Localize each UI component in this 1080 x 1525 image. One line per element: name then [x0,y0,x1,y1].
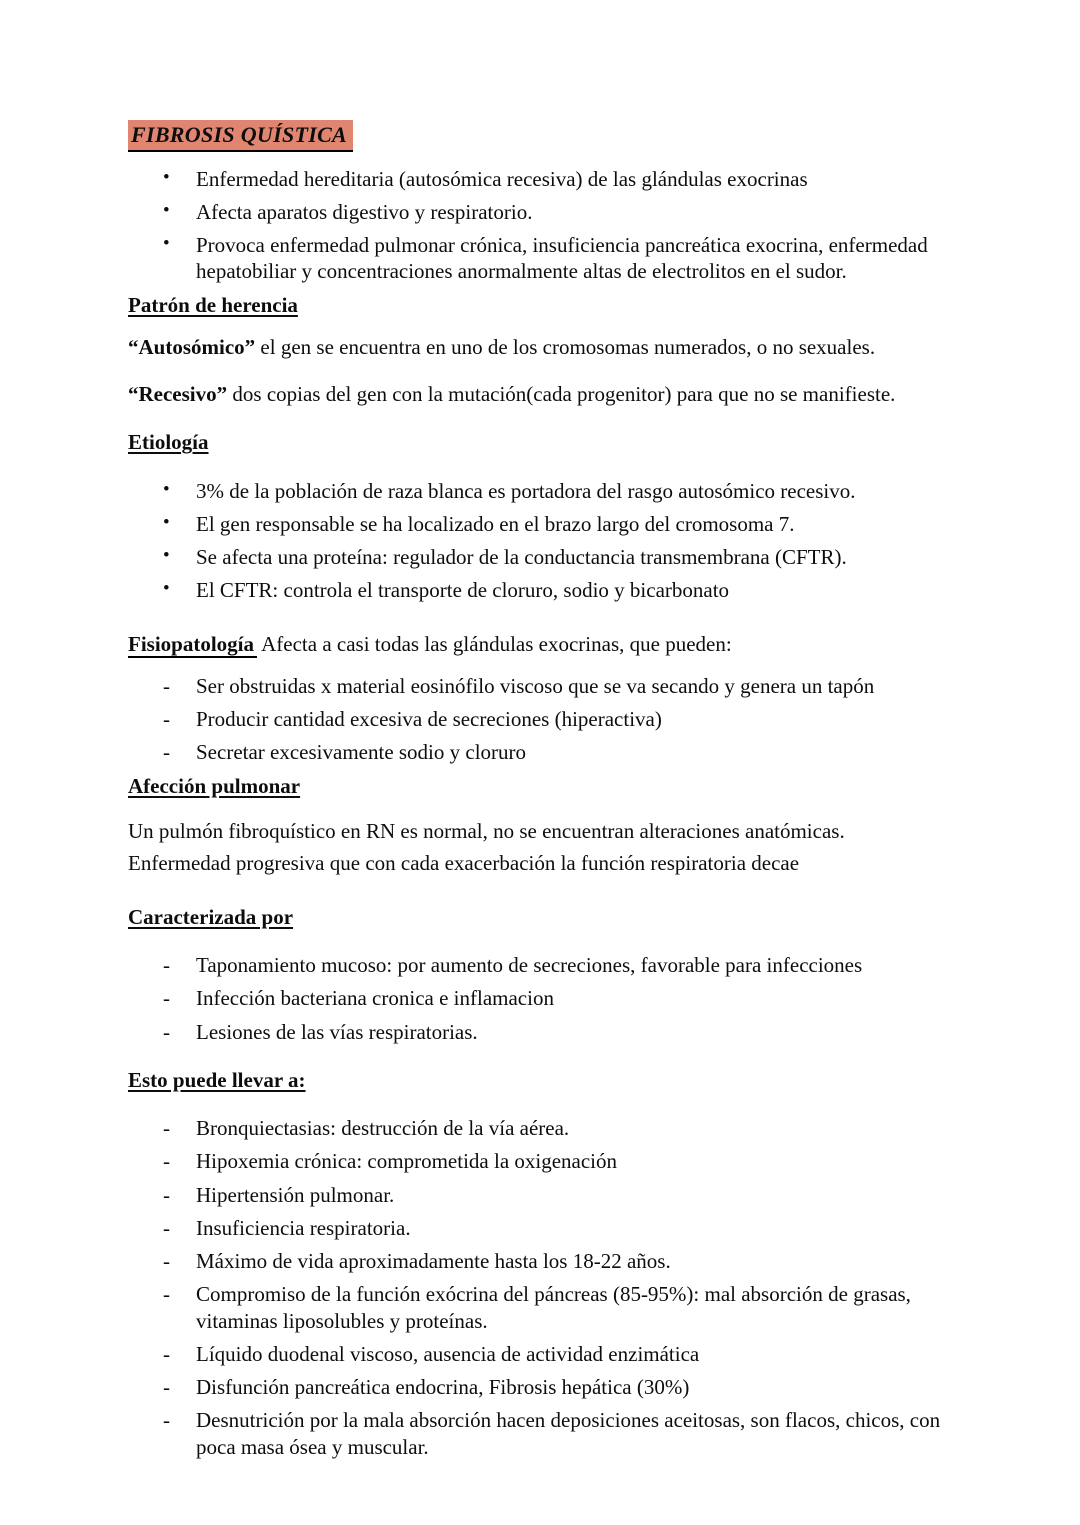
dash-marker: - [163,1019,170,1044]
paragraph-pulmonary [128,815,950,880]
paragraph-text: Afecta a casi todas las glándulas exocrinas, que pueden: [257,631,732,656]
list-item [128,1248,950,1274]
list-item [128,1019,950,1045]
paragraph-line: Un pulmón fibroquístico en RN es normal, no se encuentran alteraciones anatómicas. [128,818,845,843]
leads-to-dash-list [128,1115,950,1460]
dash-marker: - [163,673,170,698]
overview-bullet-list [128,166,950,285]
list-item-text: Bronquiectasias: destrucción de la vía aérea. [196,1116,570,1141]
dash-marker: - [163,1282,170,1307]
bullet-marker: • [163,166,170,188]
list-item-text: Infección bacteriana cronica e inflamacion [196,986,554,1011]
list-item-text: Producir cantidad excesiva de secreciones (hiperactiva) [196,707,662,731]
dash-marker: - [163,707,170,731]
page-title: FIBROSIS QUÍSTICA [128,120,353,152]
list-item [128,1148,950,1174]
section-heading-characterized: Caracterizada por [128,904,294,929]
list-item-text: Insuficiencia respiratoria. [196,1215,411,1240]
term-recessive: “Recesivo” [128,382,228,406]
bullet-marker: • [163,478,170,500]
term-autosomal: “Autosómico” [128,334,256,359]
list-item [128,199,950,225]
list-item [128,1407,950,1460]
paragraph-line: Enfermedad progresiva que con cada exacerbación la función respiratoria decae [128,851,800,876]
list-item [128,478,950,504]
list-item-text: Secretar excesivamente sodio y cloruro [196,740,527,765]
physiopathology-dash-list [128,673,950,766]
paragraph-physiopathology [128,631,950,657]
list-item-text: El CFTR: controla el transporte de cloruro, sodio y bicarbonato [196,578,730,603]
list-item [128,511,950,537]
list-item [128,232,950,285]
list-item-text: Líquido duodenal viscoso, ausencia de actividad enzimática [196,1341,700,1366]
dash-marker: - [163,986,170,1011]
dash-marker: - [163,1215,170,1240]
list-item-text: Taponamiento mucoso: por aumento de secreciones, favorable para infecciones [196,953,863,978]
list-item [128,739,950,765]
list-item-text: 3% de la población de raza blanca es portadora del rasgo autosómico recesivo. [196,478,856,503]
list-item-text: Disfunción pancreática endocrina, Fibrosis hepática (30%) [196,1375,690,1400]
list-item [128,577,950,603]
bullet-marker: • [163,511,170,533]
list-item [128,166,950,192]
section-heading-pulmonary: Afección pulmonar [128,773,301,798]
paragraph-text: dos copias del gen con la mutación(cada progenitor) para que no se manifieste. [227,382,896,406]
bullet-marker: • [163,578,170,600]
list-item-text: Hipertensión pulmonar. [196,1182,395,1207]
list-item-text: Provoca enfermedad pulmonar crónica, insuficiencia pancreática exocrina, enfermedad hepatobiliar y concentraciones anormalmente altas de electrolitos en el sudor. [196,233,928,284]
list-item-text: Hipoxemia crónica: comprometida la oxigenación [196,1149,618,1174]
list-item-text: Desnutrición por la mala absorción hacen deposiciones aceitosas, son flacos, chicos, con poca masa ósea y muscular. [196,1408,941,1459]
characterized-dash-list [128,952,950,1045]
list-item-text: Lesiones de las vías respiratorias. [196,1019,478,1044]
list-item [128,1215,950,1241]
list-item [128,952,950,978]
bullet-marker: • [163,199,170,221]
list-item-text: Máximo de vida aproximadamente hasta los 18-22 años. [196,1249,671,1274]
section-heading-etiology: Etiología [128,430,209,455]
dash-marker: - [163,1375,170,1400]
dash-marker: - [163,1341,170,1366]
bullet-marker: • [163,545,170,566]
list-item [128,1115,950,1141]
etiology-bullet-list [128,478,950,604]
list-item-text: Enfermedad hereditaria (autosómica recesiva) de las glándulas exocrinas [196,166,808,191]
list-item-text: Compromiso de la función exócrina del páncreas (85-95%): mal absorción de grasas, vitaminas liposolubles y proteínas. [196,1282,911,1333]
list-item [128,544,950,570]
dash-marker: - [163,1149,170,1174]
list-item [128,1341,950,1367]
paragraph-recessive [128,381,950,407]
dash-marker: - [163,1116,170,1141]
section-heading-leads-to: Esto puede llevar a: [128,1067,306,1092]
list-item-text: Ser obstruidas x material eosinófilo viscoso que se va secando y genera un tapón [196,673,875,698]
list-item [128,673,950,699]
list-item [128,1281,950,1334]
paragraph-text: el gen se encuentra en uno de los cromosomas numerados, o no sexuales. [255,334,876,359]
term-physiopathology: Fisiopatología [128,632,257,658]
list-item-text: El gen responsable se ha localizado en el brazo largo del cromosoma 7. [196,511,795,536]
list-item-text: Se afecta una proteína: regulador de la conductancia transmembrana (CFTR). [196,545,847,569]
list-item [128,985,950,1011]
list-item [128,1374,950,1400]
paragraph-autosomal [128,334,950,360]
list-item [128,1182,950,1208]
dash-marker: - [163,740,170,765]
dash-marker: - [163,1182,170,1207]
dash-marker: - [163,1408,170,1433]
section-heading-inheritance: Patrón de herencia [128,292,298,317]
dash-marker: - [163,1249,170,1274]
list-item-text: Afecta aparatos digestivo y respiratorio. [196,199,533,224]
list-item [128,706,950,732]
bullet-marker: • [163,233,170,254]
dash-marker: - [163,953,170,978]
